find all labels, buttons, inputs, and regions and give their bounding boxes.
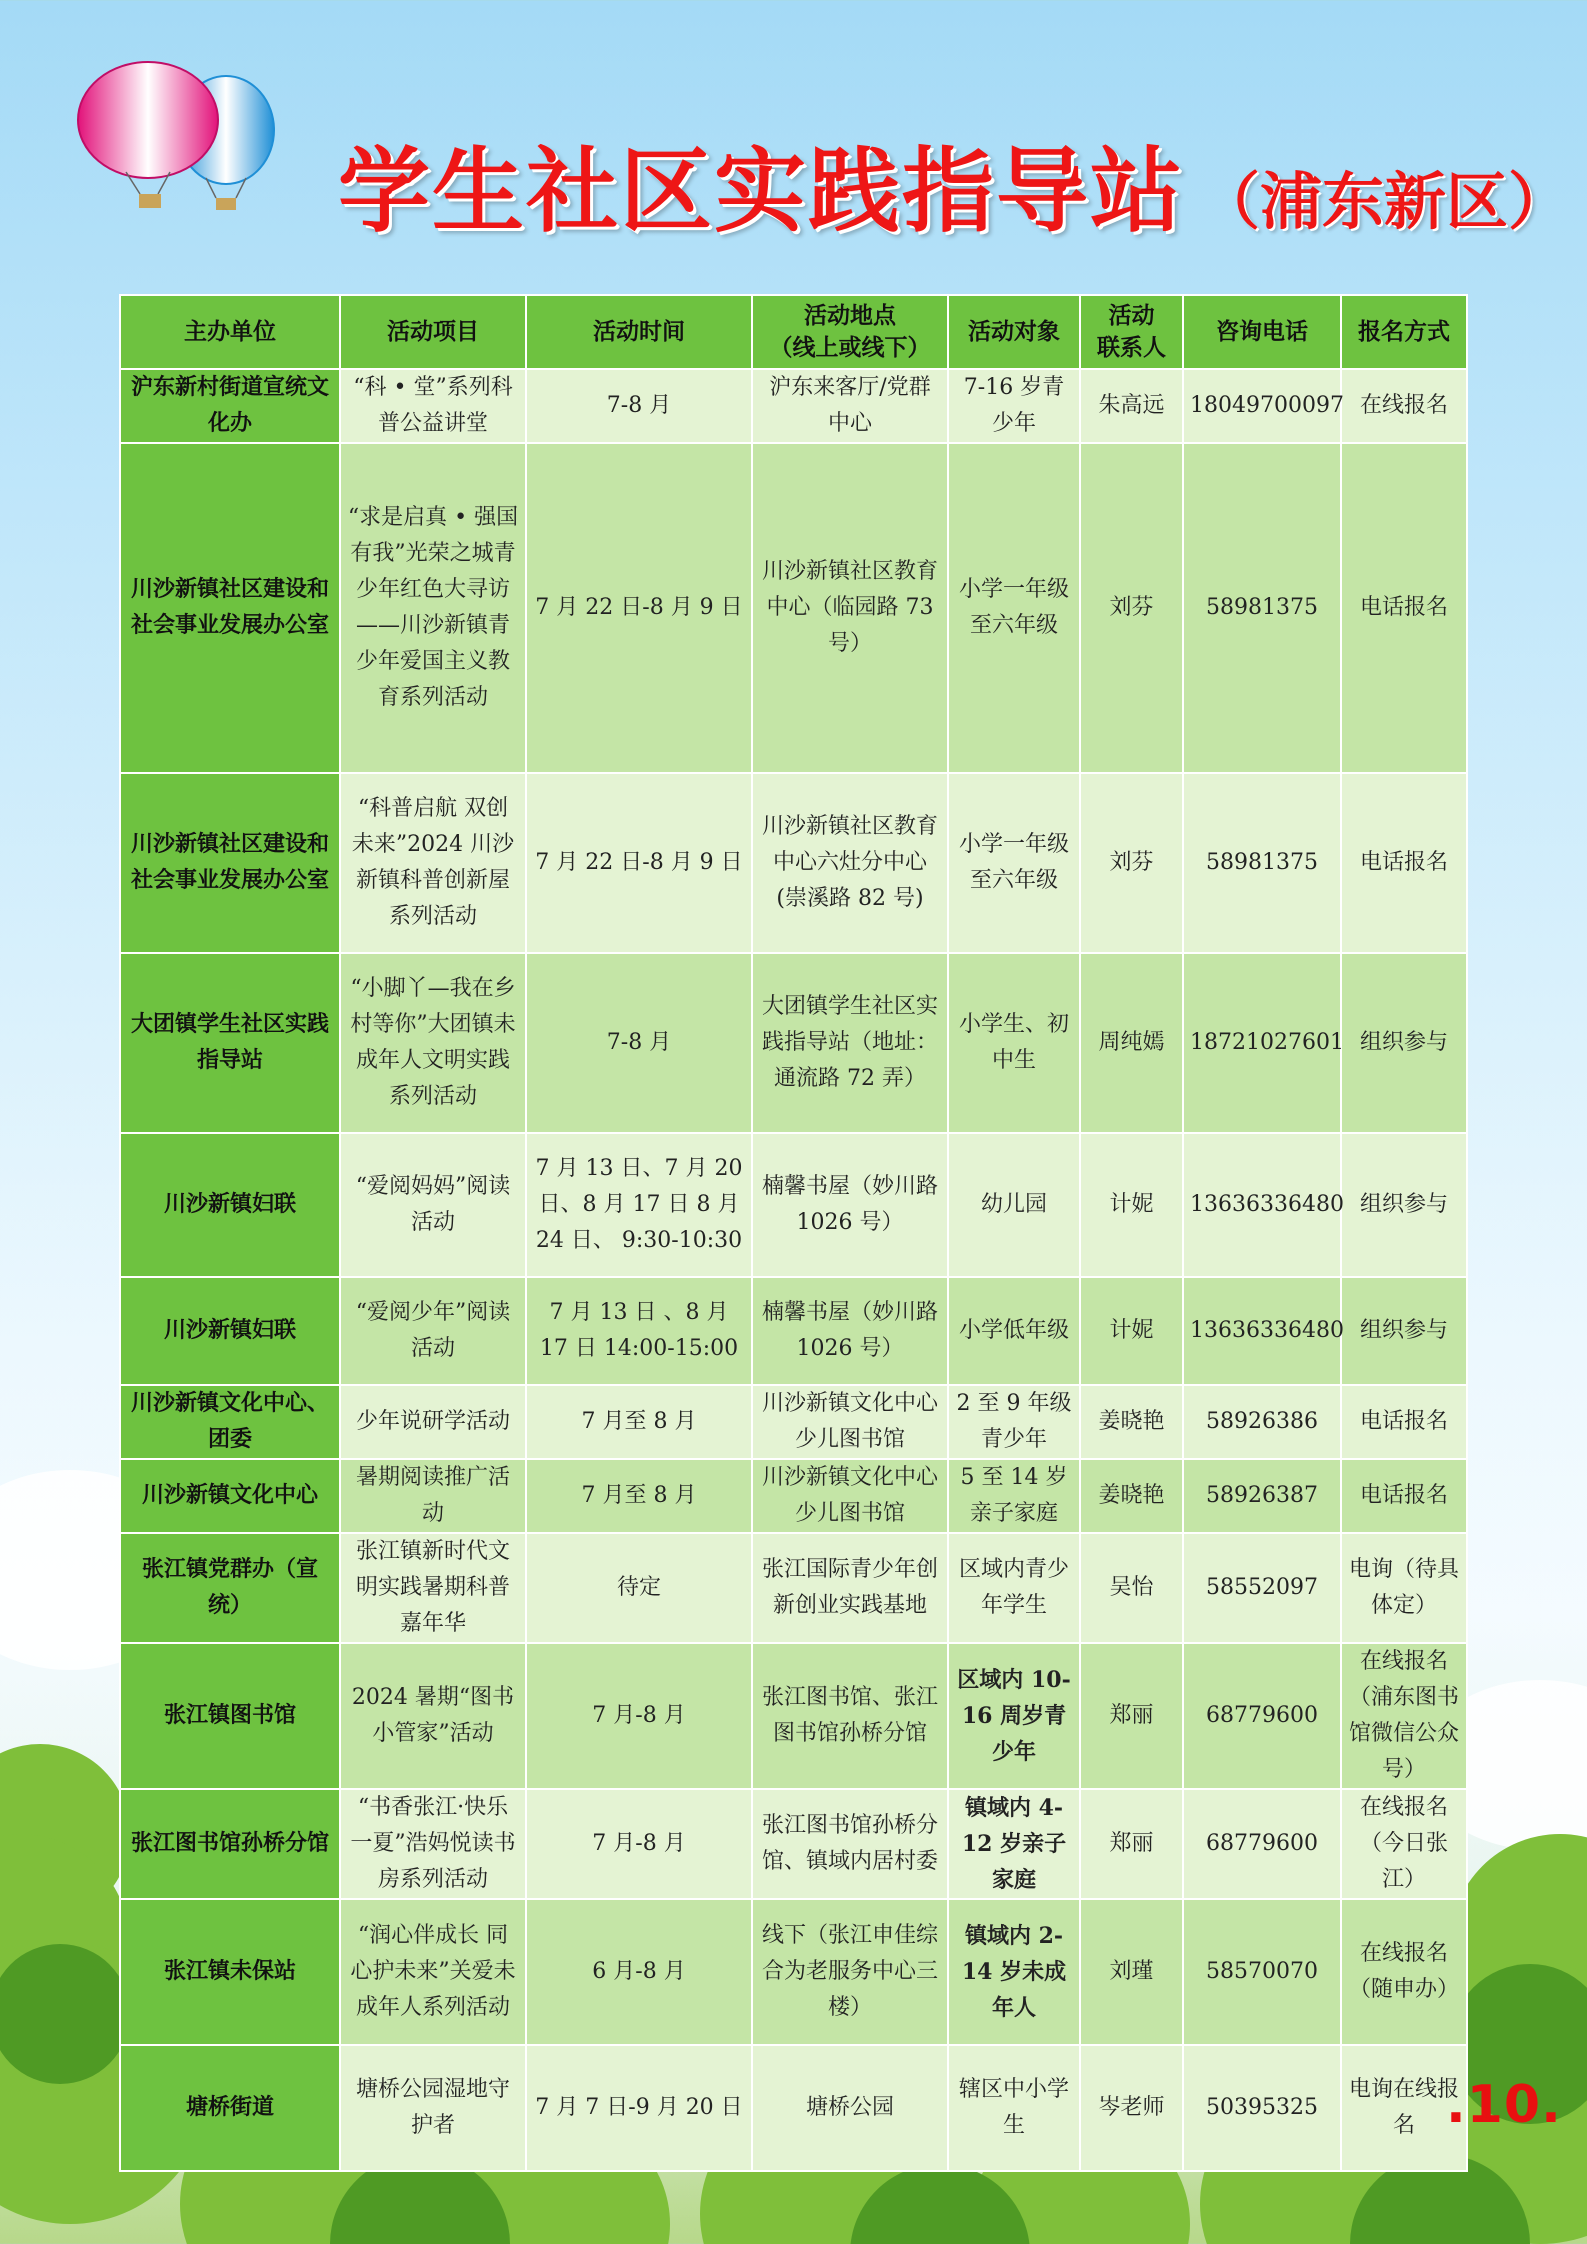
phone-cell: 18721027601	[1183, 953, 1341, 1133]
target-cell: 7-16 岁青少年	[948, 369, 1080, 443]
place-cell: 塘桥公园	[752, 2045, 948, 2171]
time-cell: 7 月-8 月	[526, 1643, 752, 1789]
signup-cell: 组织参与	[1341, 1133, 1467, 1277]
phone-cell: 18049700097	[1183, 369, 1341, 443]
table-row	[120, 1533, 1467, 1643]
table-row	[120, 773, 1467, 953]
phone-cell: 68779600	[1183, 1643, 1341, 1789]
time-cell: 7-8 月	[526, 369, 752, 443]
organizer-cell: 塘桥街道	[120, 2045, 340, 2171]
signup-cell: 电话报名	[1341, 773, 1467, 953]
project-cell: 张江镇新时代文明实践暑期科普嘉年华	[340, 1533, 526, 1643]
header-cell: 活动时间	[526, 295, 752, 369]
header-cell: 活动 联系人	[1080, 295, 1183, 369]
phone-cell: 13636336480	[1183, 1277, 1341, 1385]
contact-cell: 郑丽	[1080, 1643, 1183, 1789]
project-cell: “科普启航 双创未来”2024 川沙新镇科普创新屋系列活动	[340, 773, 526, 953]
contact-cell: 计妮	[1080, 1133, 1183, 1277]
organizer-cell: 川沙新镇文化中心、团委	[120, 1385, 340, 1459]
target-cell: 小学低年级	[948, 1277, 1080, 1385]
header-cell: 活动地点 （线上或线下）	[752, 295, 948, 369]
contact-cell: 郑丽	[1080, 1789, 1183, 1899]
place-cell: 张江国际青少年创新创业实践基地	[752, 1533, 948, 1643]
organizer-cell: 川沙新镇社区建设和社会事业发展办公室	[120, 443, 340, 773]
phone-cell: 58552097	[1183, 1533, 1341, 1643]
organizer-cell: 张江镇未保站	[120, 1899, 340, 2045]
phone-cell: 58981375	[1183, 773, 1341, 953]
time-cell: 7-8 月	[526, 953, 752, 1133]
signup-cell: 电话报名	[1341, 1385, 1467, 1459]
signup-cell: 组织参与	[1341, 953, 1467, 1133]
phone-cell: 58926386	[1183, 1385, 1341, 1459]
contact-cell: 刘芬	[1080, 773, 1183, 953]
place-cell: 张江图书馆孙桥分馆、镇域内居村委	[752, 1789, 948, 1899]
contact-cell: 吴怡	[1080, 1533, 1183, 1643]
place-cell: 沪东来客厅/党群中心	[752, 369, 948, 443]
time-cell: 7 月至 8 月	[526, 1459, 752, 1533]
table-row	[120, 1789, 1467, 1899]
target-cell: 小学一年级至六年级	[948, 773, 1080, 953]
place-cell: 楠馨书屋（妙川路 1026 号）	[752, 1277, 948, 1385]
phone-cell: 68779600	[1183, 1789, 1341, 1899]
signup-cell: 在线报名（浦东图书馆微信公众号）	[1341, 1643, 1467, 1789]
contact-cell: 刘瑾	[1080, 1899, 1183, 2045]
table-header-row	[120, 295, 1467, 369]
project-cell: 暑期阅读推广活动	[340, 1459, 526, 1533]
phone-cell: 50395325	[1183, 2045, 1341, 2171]
place-cell: 张江图书馆、张江图书馆孙桥分馆	[752, 1643, 948, 1789]
time-cell: 待定	[526, 1533, 752, 1643]
target-cell: 幼儿园	[948, 1133, 1080, 1277]
phone-cell: 13636336480	[1183, 1133, 1341, 1277]
time-cell: 7 月 13 日、7 月 20 日、8 月 17 日 8 月 24 日、 9:30-10:30	[526, 1133, 752, 1277]
signup-cell: 在线报名	[1341, 369, 1467, 443]
signup-cell: 组织参与	[1341, 1277, 1467, 1385]
page-title	[338, 118, 1571, 245]
target-cell: 5 至 14 岁亲子家庭	[948, 1459, 1080, 1533]
project-cell: 少年说研学活动	[340, 1385, 526, 1459]
hot-air-balloons-icon	[66, 58, 296, 218]
signup-cell: 在线报名（随申办）	[1341, 1899, 1467, 2045]
header-cell: 咨询电话	[1183, 295, 1341, 369]
header-cell: 主办单位	[120, 295, 340, 369]
organizer-cell: 川沙新镇文化中心	[120, 1459, 340, 1533]
organizer-cell: 川沙新镇妇联	[120, 1277, 340, 1385]
project-cell: 2024 暑期“图书小管家”活动	[340, 1643, 526, 1789]
signup-cell: 电询在线报名	[1341, 2045, 1467, 2171]
organizer-cell: 张江镇图书馆	[120, 1643, 340, 1789]
signup-cell: 电话报名	[1341, 1459, 1467, 1533]
title-main: 学生社区实践指导站	[338, 138, 1185, 245]
title-district: （浦东新区）	[1198, 165, 1571, 238]
project-cell: “小脚丫—我在乡村等你”大团镇未成年人文明实践系列活动	[340, 953, 526, 1133]
signup-cell: 在线报名（今日张江）	[1341, 1789, 1467, 1899]
table-row	[120, 2045, 1467, 2171]
contact-cell: 计妮	[1080, 1277, 1183, 1385]
organizer-cell: 川沙新镇妇联	[120, 1133, 340, 1277]
target-cell: 小学生、初中生	[948, 953, 1080, 1133]
table-row	[120, 953, 1467, 1133]
place-cell: 线下（张江申佳综合为老服务中心三楼）	[752, 1899, 948, 2045]
time-cell: 7 月至 8 月	[526, 1385, 752, 1459]
target-cell: 小学一年级至六年级	[948, 443, 1080, 773]
phone-cell: 58926387	[1183, 1459, 1341, 1533]
organizer-cell: 大团镇学生社区实践指导站	[120, 953, 340, 1133]
time-cell: 6 月-8 月	[526, 1899, 752, 2045]
target-cell: 区域内 10-16 周岁青少年	[948, 1643, 1080, 1789]
target-cell: 镇域内 2-14 岁未成年人	[948, 1899, 1080, 2045]
time-cell: 7 月-8 月	[526, 1789, 752, 1899]
contact-cell: 朱高远	[1080, 369, 1183, 443]
target-cell: 镇域内 4-12 岁亲子家庭	[948, 1789, 1080, 1899]
contact-cell: 岑老师	[1080, 2045, 1183, 2171]
time-cell: 7 月 22 日-8 月 9 日	[526, 773, 752, 953]
contact-cell: 刘芬	[1080, 443, 1183, 773]
contact-cell: 姜晓艳	[1080, 1459, 1183, 1533]
project-cell: “书香张江·快乐一夏”浩妈悦读书房系列活动	[340, 1789, 526, 1899]
table-row	[120, 443, 1467, 773]
phone-cell: 58981375	[1183, 443, 1341, 773]
organizer-cell: 川沙新镇社区建设和社会事业发展办公室	[120, 773, 340, 953]
place-cell: 川沙新镇文化中心少儿图书馆	[752, 1459, 948, 1533]
contact-cell: 姜晓艳	[1080, 1385, 1183, 1459]
table-row	[120, 1643, 1467, 1789]
place-cell: 大团镇学生社区实践指导站（地址：通流路 72 弄）	[752, 953, 948, 1133]
header-cell: 活动项目	[340, 295, 526, 369]
project-cell: “爱阅妈妈”阅读活动	[340, 1133, 526, 1277]
table-row	[120, 1133, 1467, 1277]
place-cell: 川沙新镇社区教育中心六灶分中心(崇溪路 82 号)	[752, 773, 948, 953]
page-number: .10.	[1446, 2075, 1562, 2135]
header-cell: 活动对象	[948, 295, 1080, 369]
table-row	[120, 1899, 1467, 2045]
project-cell: “求是启真 • 强国有我”光荣之城青少年红色大寻访——川沙新镇青少年爱国主义教育系列活动	[340, 443, 526, 773]
signup-cell: 电话报名	[1341, 443, 1467, 773]
target-cell: 区域内青少年学生	[948, 1533, 1080, 1643]
signup-cell: 电询（待具体定）	[1341, 1533, 1467, 1643]
header-cell: 报名方式	[1341, 295, 1467, 369]
organizer-cell: 张江图书馆孙桥分馆	[120, 1789, 340, 1899]
time-cell: 7 月 22 日-8 月 9 日	[526, 443, 752, 773]
table-row	[120, 1459, 1467, 1533]
project-cell: “科 • 堂”系列科普公益讲堂	[340, 369, 526, 443]
table-row	[120, 1277, 1467, 1385]
time-cell: 7 月 7 日-9 月 20 日	[526, 2045, 752, 2171]
project-cell: “润心伴成长 同心护未来”关爱未成年人系列活动	[340, 1899, 526, 2045]
project-cell: “爱阅少年”阅读活动	[340, 1277, 526, 1385]
phone-cell: 58570070	[1183, 1899, 1341, 2045]
place-cell: 楠馨书屋（妙川路 1026 号）	[752, 1133, 948, 1277]
target-cell: 2 至 9 年级青少年	[948, 1385, 1080, 1459]
place-cell: 川沙新镇文化中心少儿图书馆	[752, 1385, 948, 1459]
table-row	[120, 1385, 1467, 1459]
organizer-cell: 张江镇党群办（宣统）	[120, 1533, 340, 1643]
organizer-cell: 沪东新村街道宣统文化办	[120, 369, 340, 443]
target-cell: 辖区中小学生	[948, 2045, 1080, 2171]
activity-table	[119, 294, 1468, 2172]
time-cell: 7 月 13 日 、8 月 17 日 14:00-15:00	[526, 1277, 752, 1385]
place-cell: 川沙新镇社区教育中心（临园路 73 号）	[752, 443, 948, 773]
table-row	[120, 369, 1467, 443]
project-cell: 塘桥公园湿地守护者	[340, 2045, 526, 2171]
contact-cell: 周纯嫣	[1080, 953, 1183, 1133]
